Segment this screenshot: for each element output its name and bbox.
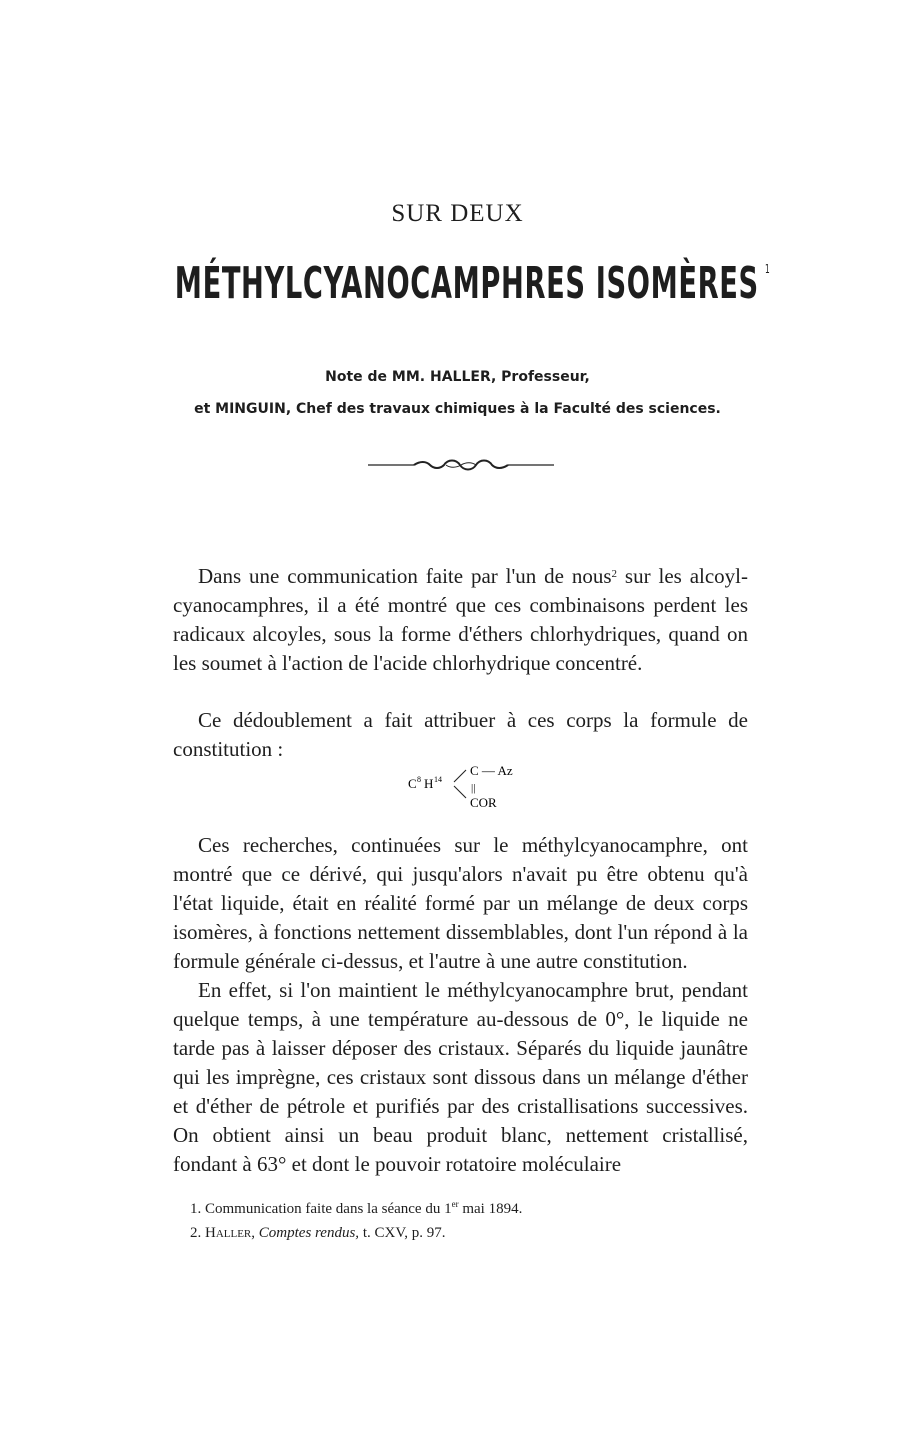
title-line-1: SUR DEUX [391,200,524,227]
title-footnote-mark: 1 [764,262,771,276]
paragraph-3 [173,831,748,976]
footnote-1 [190,1199,522,1218]
footnote-2-number: 2. [190,1225,202,1241]
p3-text: Ces recherches, continuées sur le méthylcyanocamphre, ont montré que ce dérivé, qui jusqu'alors n'avait pu être obtenu qu'à l'état liquide, était en réalité formé par un mélange de deux corps isomères, à fonctions nettement dissemblables, dont l'un répond à la formule générale ci-dessus, et l'autre à une autre constitution. [173,833,748,973]
footnote-ref-2: 2 [611,568,618,580]
paragraph-2 [173,706,748,764]
footnote-1-number: 1. [190,1201,202,1217]
footnote-2-title: Comptes rendus, [258,1225,360,1241]
p1-text-b: sur les alcoyl-cyanocamphres, il a été montré que ces combinaisons perdent les radicaux alcoyles, sous la forme d'éthers chlorhydriques, quand on les soumet à l'action de l'acide chlorhydrique concentré. [173,564,749,675]
formula-top: C — Az [470,763,513,778]
authors-line-2: et MINGUIN, Chef des travaux chimiques à la Faculté des sciences. [194,401,721,417]
footnote-2-rest: t. CXV, p. 97. [359,1225,446,1241]
formula-c-sub: 8 [417,775,421,784]
footnote-2-author: Haller [205,1225,252,1241]
formula-h: H [424,776,434,791]
formula-c: C [408,776,417,791]
formula-h-sub: 14 [434,775,442,784]
footnote-1-text-b: mai 1894. [458,1201,523,1217]
footnote-1-sup: er [451,1199,459,1209]
paragraph-1 [173,562,748,678]
main-title [174,258,771,309]
chemical-formula [406,760,556,812]
p2-text: Ce dédoublement a fait attribuer à ces corps la formule de constitution : [173,708,748,761]
p1-text-a: Dans une communication faite par l'un de nous [198,564,612,588]
authors-line-1: Note de MM. HALLER, Professeur, [325,369,590,385]
footnote-1-text-a: Communication faite dans la séance du 1 [205,1201,452,1217]
formula-bottom: COR [470,795,497,810]
footnote-2: 2. Haller, Comptes rendus, t. CXV, p. 97. [190,1225,446,1241]
main-title-text: MÉTHYLCYANOCAMPHRES ISOMÈRES [174,258,759,309]
p4-text: En effet, si l'on maintient le méthylcyanocamphre brut, pendant quelque temps, à une température au-dessous de 0°, le liquide ne tarde pas à laisser déposer des cristaux. Séparés du liquide jaunâtre qui les imprègne, ces cristaux sont dissous dans un mélange d'éther et d'éther de pétrole et purifiés par des cristallisations successives. On obtient ainsi un beau produit blanc, nettement cristallisé, fondant à 63° et dont le pouvoir rotatoire moléculaire [173,978,748,1176]
ornament-divider [368,455,554,475]
paragraph-4 [173,976,748,1179]
formula-double-bond: || [471,782,476,794]
